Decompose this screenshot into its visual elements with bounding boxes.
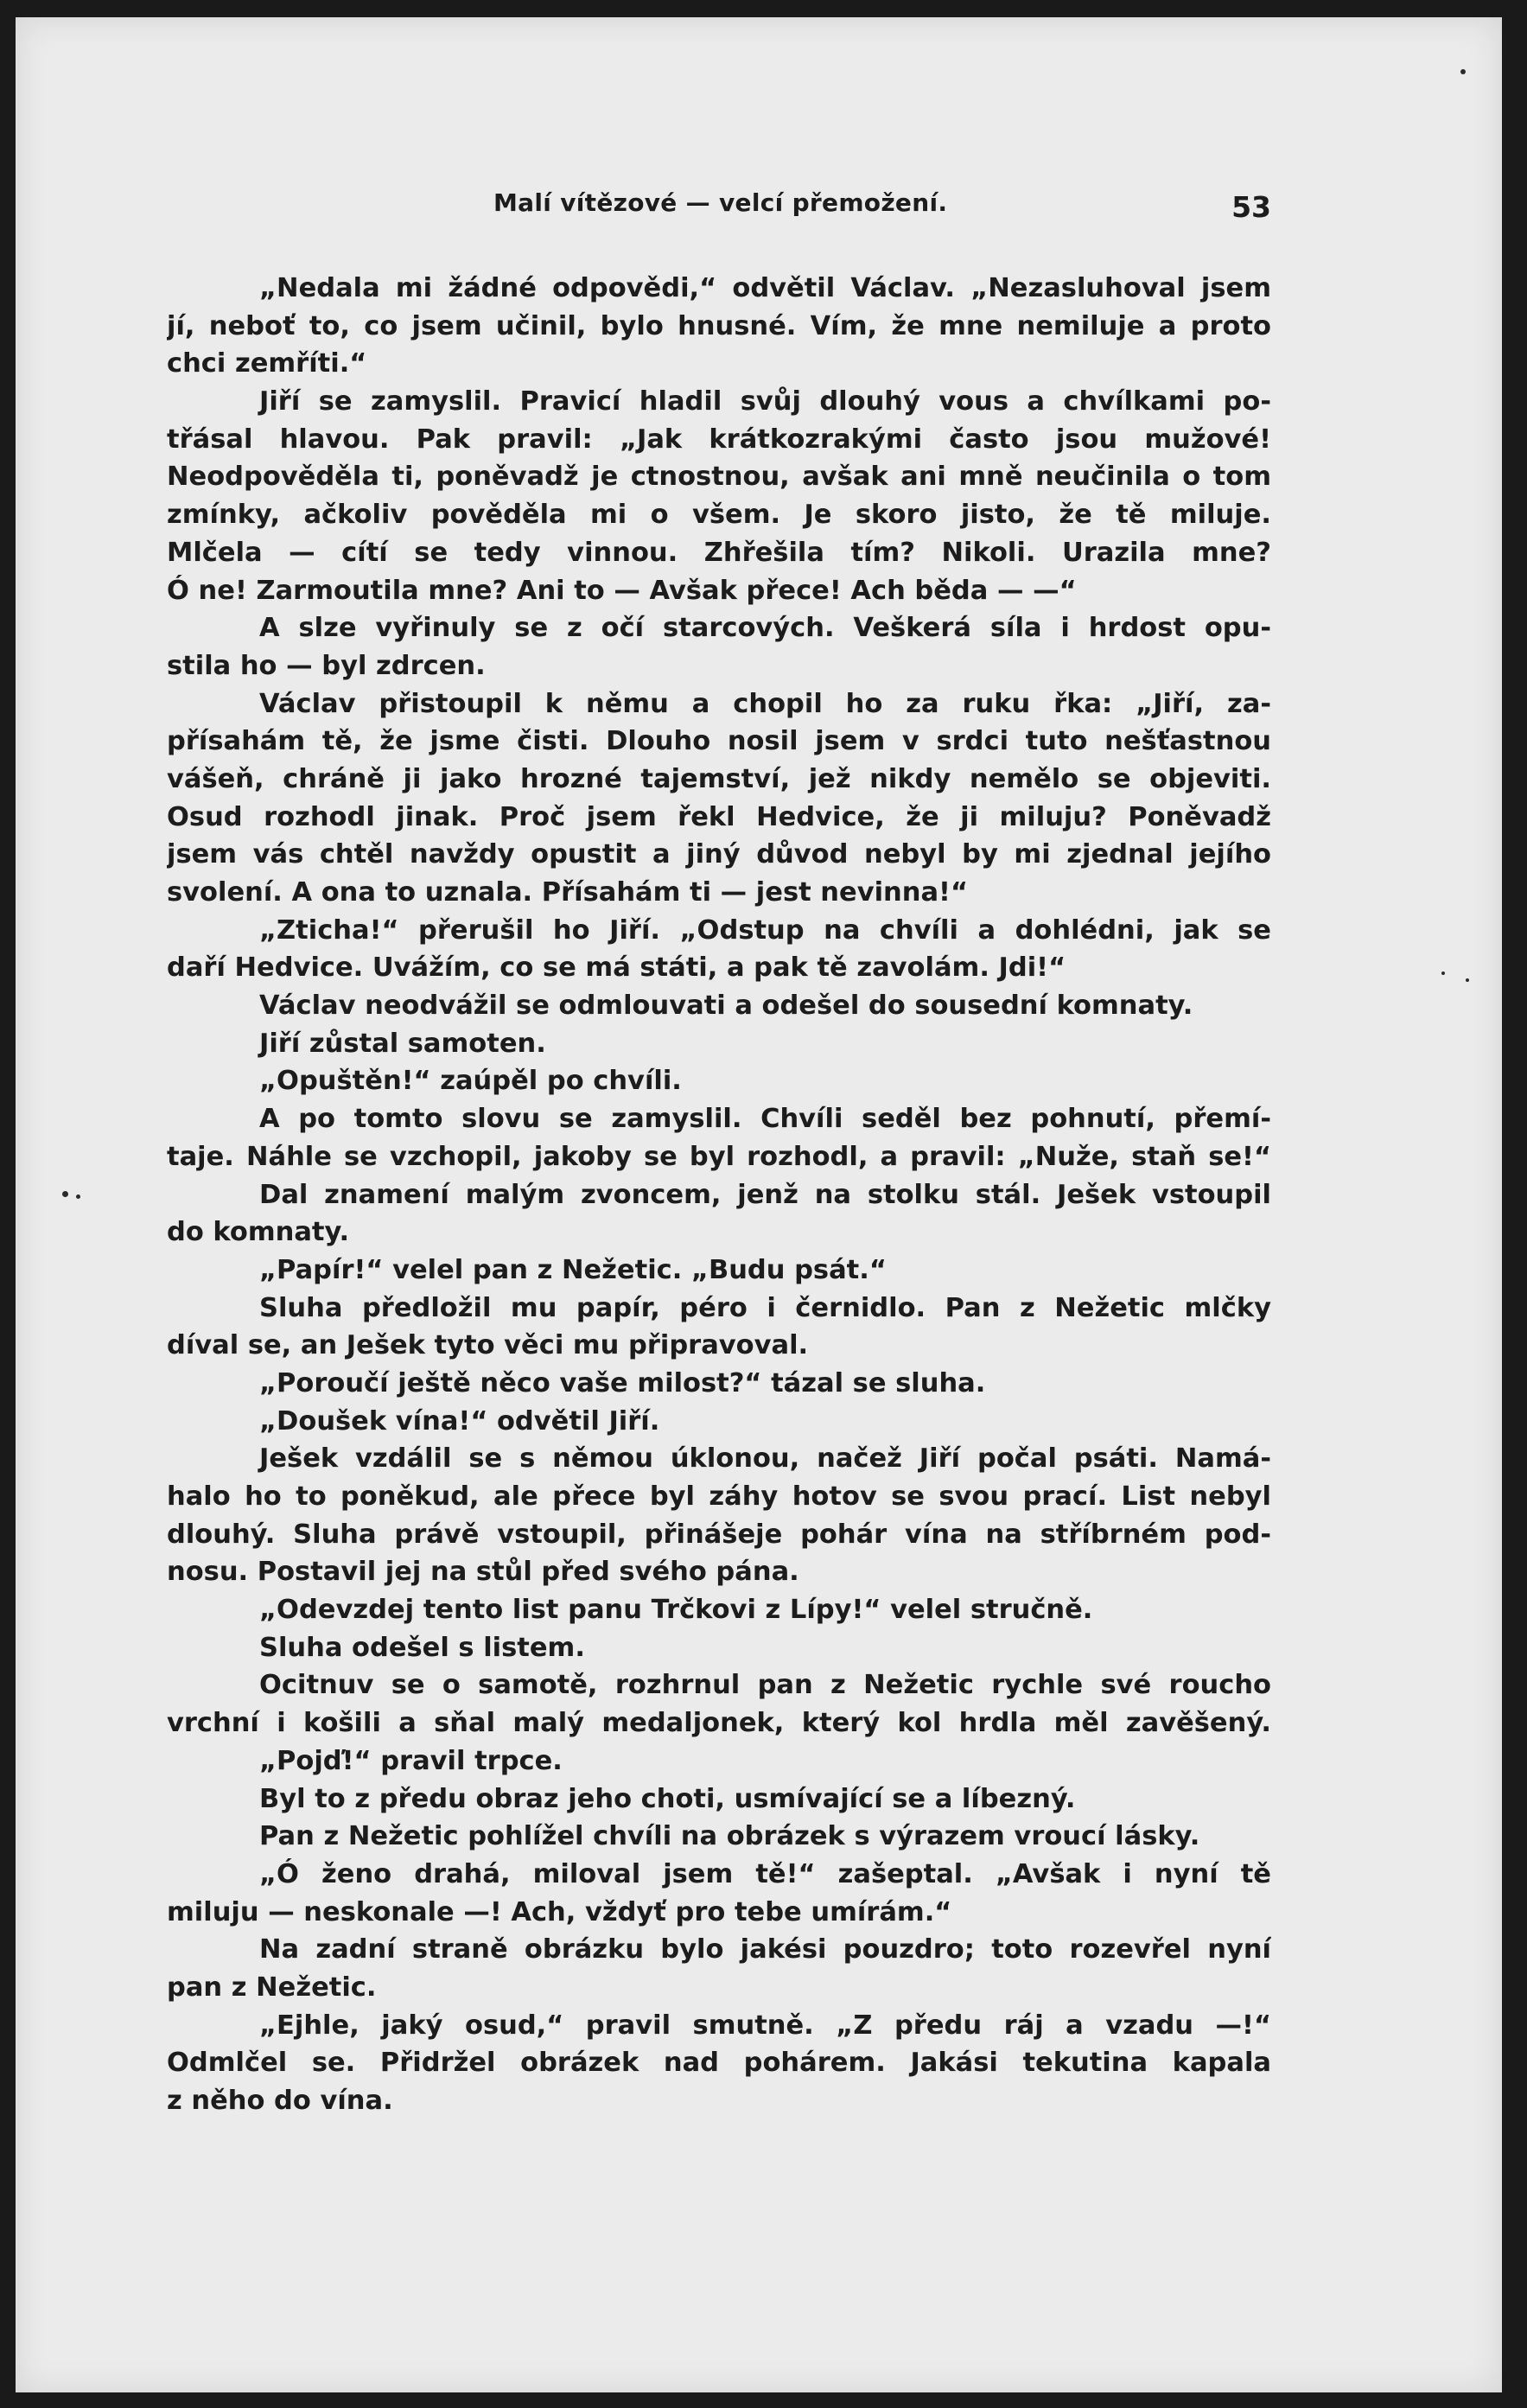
text-line: pan z Nežetic.: [167, 1972, 377, 2003]
text-line: Ocitnuv se o samotě, rozhrnul pan z Nežetic rychle své roucho: [259, 1670, 1271, 1701]
text-line: Byl to z předu obraz jeho choti, usmívající se a líbezný.: [259, 1783, 1076, 1814]
text-line: „Doušek vína!“ odvětil Jiří.: [259, 1405, 660, 1437]
text-line: vrchní i košili a sňal malý medaljonek, který kol hrdla měl zavěšený.: [167, 1708, 1271, 1739]
text-line: dlouhý. Sluha právě vstoupil, přinášeje pohár vína na stříbrném pod-: [167, 1519, 1271, 1550]
text-line: jsem vás chtěl navždy opustit a jiný důvod nebyl by mi zjednal jejího: [167, 839, 1271, 870]
text-line: daří Hedvice. Uvážím, co se má státi, a pak tě zavolám. Jdi!“: [167, 952, 1066, 984]
scan-speck: [1460, 69, 1466, 74]
text-line: miluju — neskonale —! Ach, vždyť pro tebe umírám.“: [167, 1896, 952, 1927]
text-line: Sluha odešel s listem.: [259, 1632, 585, 1663]
text-line: Ješek vzdálil se s němou úklonou, načež Jiří počal psáti. Namá-: [259, 1443, 1271, 1475]
text-line: přísahám tě, že jsme čisti. Dlouho nosil jsem v srdci tuto nešťastnou: [167, 726, 1271, 757]
scan-speck: [62, 1191, 68, 1197]
scan-speck: [1441, 971, 1445, 975]
text-line: do komnaty.: [167, 1217, 350, 1248]
text-line: Na zadní straně obrázku bylo jakési pouzdro; toto rozevřel nyní: [259, 1934, 1271, 1965]
text-line: „Ejhle, jaký osud,“ pravil smutně. „Z předu ráj a vzadu —!“: [259, 2010, 1271, 2041]
text-line: z něho do vína.: [167, 2086, 393, 2116]
text-line: „Ó ženo drahá, miloval jsem tě!“ zašeptal. „Avšak i nyní tě: [259, 1858, 1271, 1889]
text-line: Jiří zůstal samoten.: [259, 1028, 546, 1059]
text-line: jí, neboť to, co jsem učinil, bylo hnusné. Vím, že mne nemiluje a proto: [167, 310, 1271, 341]
text-line: Neodpověděla ti, poněvadž je ctnostnou, avšak ani mně neučinila o tom: [167, 462, 1271, 493]
text-line: Jiří se zamyslil. Pravicí hladil svůj dlouhý vous a chvílkami po-: [259, 386, 1271, 417]
text-line: „Zticha!“ přerušil ho Jiří. „Odstup na chvíli a dohlédni, jak se: [259, 914, 1271, 946]
text-line: Václav neodvážil se odmlouvati a odešel do sousední komnaty.: [259, 991, 1193, 1022]
text-line: nosu. Postavil jej na stůl před svého pána.: [167, 1557, 799, 1588]
text-line: Osud rozhodl jinak. Proč jsem řekl Hedvice, že ji miluju? Poněvadž: [167, 801, 1271, 832]
text-line: „Poroučí ještě něco vaše milost?“ tázal se sluha.: [259, 1367, 986, 1398]
scan-speck: [76, 1194, 80, 1199]
running-title: Malí vítězové — velcí přemožení.: [493, 188, 948, 217]
text-line: třásal hlavou. Pak pravil: „Jak krátkozrakými často jsou mužové!: [167, 424, 1271, 455]
text-line: „Opuštěn!“ zaúpěl po chvíli.: [259, 1066, 682, 1097]
text-line: díval se, an Ješek tyto věci mu připravoval.: [167, 1330, 809, 1361]
page-number: 53: [1231, 190, 1271, 224]
page-header: [167, 188, 1271, 230]
text-line: stila ho — byl zdrcen.: [167, 650, 486, 681]
text-line: Odmlčel se. Přidržel obrázek nad pohárem. Jakási tekutina kapala: [167, 2048, 1271, 2079]
text-line: Pan z Nežetic pohlížel chvíli na obrázek s výrazem vroucí lásky.: [259, 1821, 1200, 1852]
text-line: „Pojď!“ pravil trpce.: [259, 1745, 563, 1776]
scan-speck: [1466, 978, 1469, 982]
text-line: svolení. A ona to uznala. Přísahám ti — jest nevinna!“: [167, 877, 968, 908]
text-line: halo ho to poněkud, ale přece byl záhy hotov se svou prací. List nebyl: [167, 1481, 1271, 1512]
text-line: „Papír!“ velel pan z Nežetic. „Budu psát.“: [259, 1254, 887, 1285]
text-line: „Nedala mi žádné odpovědi,“ odvětil Václav. „Nezasluhoval jsem: [259, 273, 1271, 303]
text-line: Václav přistoupil k němu a chopil ho za ruku řka: „Jiří, za-: [259, 688, 1271, 719]
text-line: chci zemříti.“: [167, 348, 367, 379]
text-line: zmínky, ačkoliv pověděla mi o všem. Je skoro jisto, že tě miluje.: [167, 500, 1271, 531]
text-line: Sluha předložil mu papír, péro i černidlo. Pan z Nežetic mlčky: [259, 1292, 1271, 1323]
text-line: Mlčela — cítí se tedy vinnou. Zhřešila tím? Nikoli. Urazila mne?: [167, 537, 1271, 568]
text-line: taje. Náhle se vzchopil, jakoby se byl rozhodl, a pravil: „Nuže, staň se!“: [167, 1141, 1271, 1172]
text-line: A po tomto slovu se zamyslil. Chvíli seděl bez pohnutí, přemí-: [259, 1104, 1271, 1135]
text-line: Ó ne! Zarmoutila mne? Ani to — Avšak přece! Ach běda — —“: [167, 575, 1077, 606]
text-line: vášeň, chráně ji jako hrozné tajemství, jež nikdy nemělo se objeviti.: [167, 763, 1271, 794]
text-line: A slze vyřinuly se z očí starcových. Veškerá síla i hrdost opu-: [259, 613, 1271, 644]
text-line: „Odevzdej tento list panu Trčkovi z Lípy!“ velel stručně.: [259, 1595, 1093, 1626]
body-text: [167, 270, 1271, 2120]
text-line: Dal znamení malým zvoncem, jenž na stolku stál. Ješek vstoupil: [259, 1179, 1271, 1210]
